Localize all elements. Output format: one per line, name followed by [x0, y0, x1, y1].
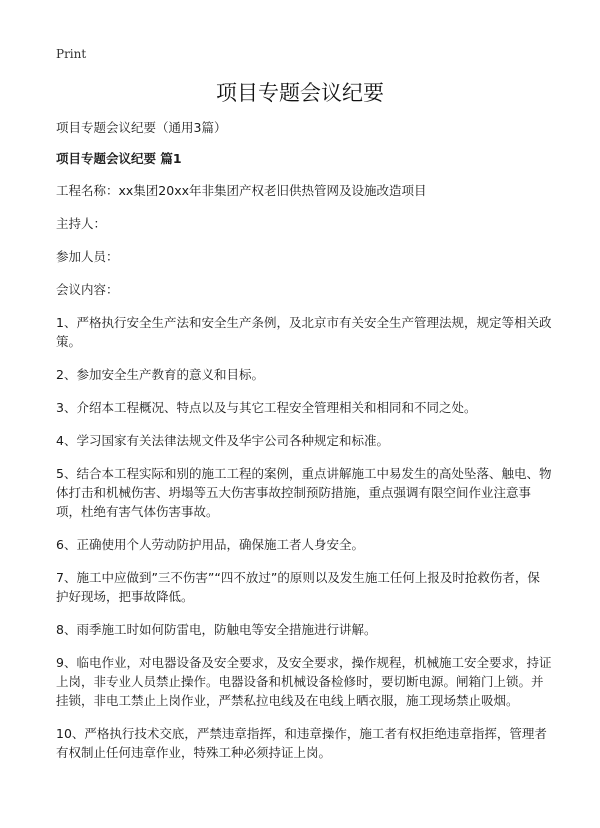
content-item-5: 5、结合本工程实际和别的施工工程的案例，重点讲解施工中易发生的高处坠落、触电、物体打击和机械伤害、坍塌等五大伤害事故控制预防措施，重点强调有限空间作业注意事项，杜绝有害气体伤害事故。	[56, 466, 552, 519]
host-paragraph: 主持人：	[56, 216, 107, 231]
content-item-9: 9、临电作业，对电器设备及安全要求，及安全要求，操作规程，机械施工安全要求，持证上岗，非专业人员禁止操作。电器设备和机械设备检修时，要切断电源。闸箱门上锁。并挂锁，非电工禁止上岗作业，严禁私拉电线及在电线上晒衣服，施工现场禁止吸烟。	[56, 655, 552, 708]
section-heading: 项目专题会议纪要 篇1	[56, 151, 182, 166]
content-item-1: 1、严格执行安全生产法和安全生产条例，及北京市有关安全生产管理法规，规定等相关政策。	[56, 315, 552, 349]
project-name-paragraph: 工程名称：xx集团20xx年非集团产权老旧供热管网及设施改造项目	[56, 183, 427, 198]
document-body	[56, 181, 552, 776]
document-subtitle: 项目专题会议纪要（通用3篇）	[56, 120, 227, 135]
page-title: 项目专题会议纪要	[216, 81, 384, 105]
content-item-3: 3、介绍本工程概况、特点以及与其它工程安全管理相关和相同和不同之处。	[56, 400, 477, 415]
content-item-10: 10、严格执行技术交底，严禁违章指挥，和违章操作，施工者有权拒绝违章指挥，管理者有权制止任何违章作业，特殊工种必须持证上岗。	[56, 726, 547, 760]
attendees-paragraph: 参加人员：	[56, 249, 119, 264]
meeting-content-label: 会议内容：	[56, 282, 119, 297]
content-item-8: 8、雨季施工时如何防雷电，防触电等安全措施进行讲解。	[56, 622, 377, 637]
print-link[interactable]: Print	[56, 47, 87, 61]
content-item-4: 4、学习国家有关法律法规文件及华宇公司各种规定和标准。	[56, 433, 389, 448]
content-item-7: 7、施工中应做到”三不伤害”“四不放过”的原则以及发生施工任何上报及时抢救伤者，保护好现场，把事故降低。	[56, 570, 540, 604]
content-item-2: 2、参加安全生产教育的意义和目标。	[56, 367, 264, 382]
content-item-6: 6、正确使用个人劳动防护用品，确保施工者人身安全。	[56, 537, 364, 552]
